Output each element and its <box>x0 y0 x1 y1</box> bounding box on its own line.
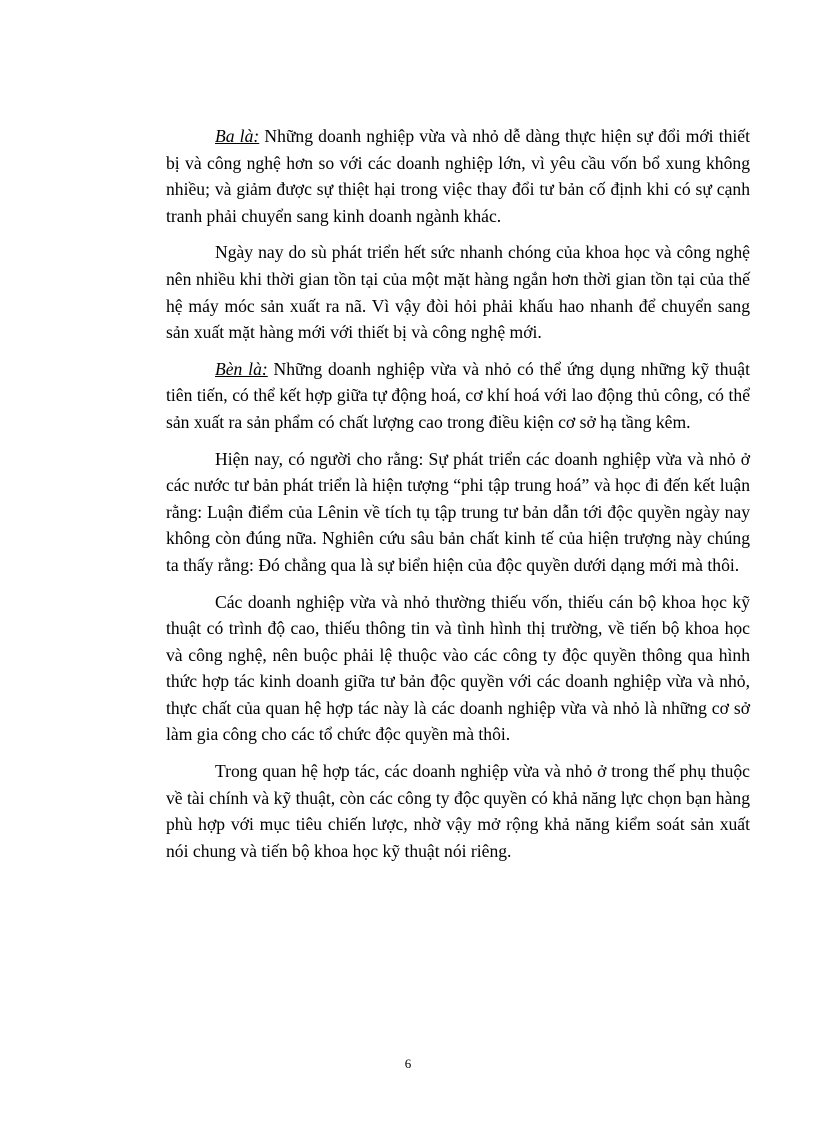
paragraph-6 <box>166 758 750 864</box>
paragraph-3-lead: Bèn là: <box>215 358 268 379</box>
paragraph-1-lead: Ba là: <box>215 126 260 146</box>
paragraph-2 <box>166 239 750 345</box>
document-body <box>166 123 750 874</box>
paragraph-3 <box>166 356 750 436</box>
paragraph-4 <box>166 446 750 579</box>
page-number: 6 <box>404 1056 412 1071</box>
paragraph-4-text: Hiện nay, có người cho rằng: Sự phát triển các doanh nghiệp vừa và nhỏ ở các nước tư bản phát triển là hiện tượng “phi tập trung hoá” và học đi đến kết luận rằng: Luận điểm của Lênin về tích tụ tập trung tư bản dẫn tới độc quyền ngày nay không còn đúng nữa. Nghiên cứu sâu bản chất kinh tế của hiện trượng này chúng ta thấy rằng: Đó chẳng qua là sự biển hiện của độc quyền dưới dạng mới mà thôi. <box>166 448 750 575</box>
paragraph-1 <box>166 123 750 229</box>
paragraph-1-text: Những doanh nghiệp vừa và nhỏ dễ dàng thực hiện sự đổi mới thiết bị và công nghệ hơn so với các doanh nghiệp lớn, vì yêu cầu vốn bổ xung không nhiều; và giảm được sự thiệt hại trong việc thay đổi tư bản cố định khi có sự cạnh tranh phải chuyển sang kinh doanh ngành khác. <box>166 126 750 226</box>
paragraph-2-text: Ngày nay do sù phát triển hết sức nhanh chóng của khoa học và công nghệ nên nhiều khi thời gian tồn tại của một mặt hàng ngắn hơn thời gian tồn tại của thế hệ máy móc sản xuất ra nã. Vì vậy đòi hỏi phải khấu hao nhanh để chuyển sang sản xuất mặt hàng mới với thiết bị và công nghệ mới. <box>166 242 750 343</box>
paragraph-5-text: Các doanh nghiệp vừa và nhỏ thường thiếu vốn, thiếu cán bộ khoa học kỹ thuật có trình độ cao, thiếu thông tin và tình hình thị trường, về tiến bộ khoa học và công nghệ, nên buộc phải lệ thuộc vào các công ty độc quyền thông qua hình thức hợp tác kinh doanh giữa tư bản độc quyền với các doanh nghiệp vừa và nhỏ, thực chất của quan hệ hợp tác này là các doanh nghiệp vừa và nhỏ là những cơ sở làm gia công cho các tổ chức độc quyền mà thôi. <box>166 591 750 745</box>
paragraph-6-text: Trong quan hệ hợp tác, các doanh nghiệp vừa và nhỏ ở trong thế phụ thuộc về tài chính và kỹ thuật, còn các công ty độc quyền có khả năng lực chọn bạn hàng phù hợp với mục tiêu chiến lược, nhờ vậy mở rộng khả năng kiểm soát sản xuất nói chung và tiến bộ khoa học kỹ thuật nói riêng. <box>166 761 750 861</box>
paragraph-3-text: Những doanh nghiệp vừa và nhỏ có thể ứng dụng những kỹ thuật tiên tiến, có thể kết hợp giữa tự động hoá, cơ khí hoá với lao động thủ công, có thể sản xuất ra sản phẩm có chất lượng cao trong điều kiện cơ sở hạ tầng kêm. <box>166 358 751 432</box>
paragraph-5 <box>166 589 750 749</box>
